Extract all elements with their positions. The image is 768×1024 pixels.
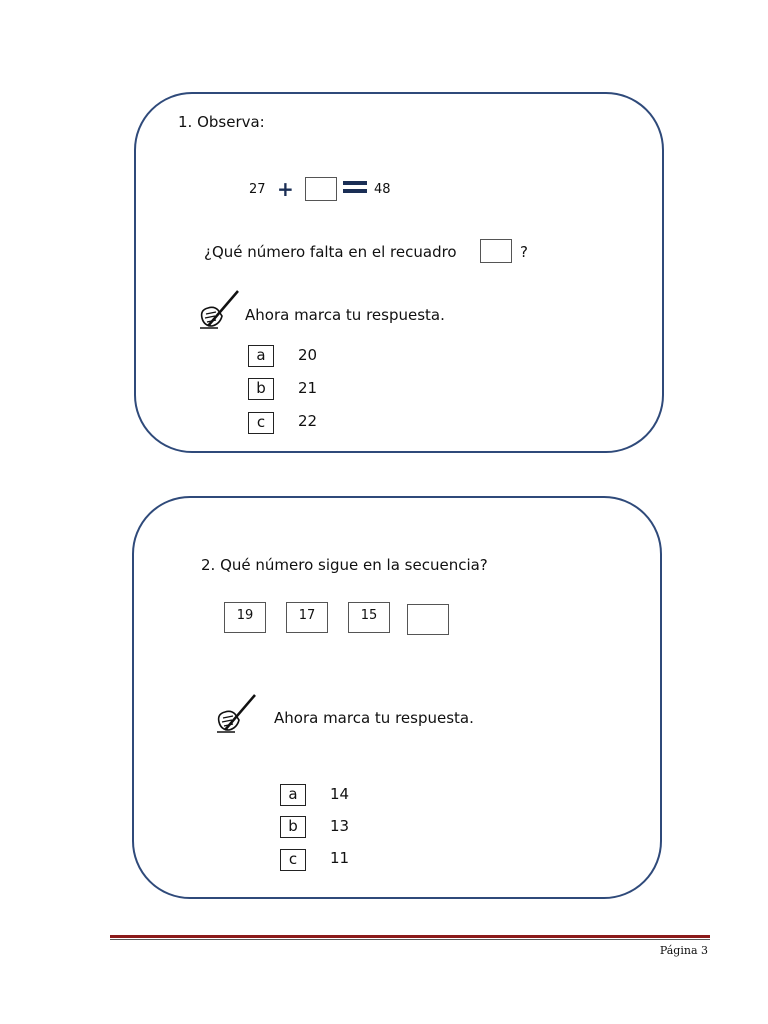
question-1-card xyxy=(134,92,664,453)
question-1-instruction: Ahora marca tu respuesta. xyxy=(245,306,445,324)
option-a-value: 14 xyxy=(330,785,350,803)
equation-result: 48 xyxy=(374,182,391,197)
option-b-box[interactable]: b xyxy=(280,816,306,838)
equation-left-operand: 27 xyxy=(249,182,266,197)
pencil-hand-icon xyxy=(215,692,261,736)
sequence-box-3: 15 xyxy=(348,602,390,633)
equation-blank-box[interactable] xyxy=(305,177,337,201)
equals-icon xyxy=(343,181,367,197)
option-b-value: 21 xyxy=(298,379,318,397)
question-1-text: ¿Qué número falta en el recuadro xyxy=(204,243,457,261)
question-blank-box xyxy=(480,239,512,263)
option-c-value: 22 xyxy=(298,412,318,430)
option-b-value: 13 xyxy=(330,817,350,835)
option-c-box[interactable]: c xyxy=(280,849,306,871)
footer-rule-secondary xyxy=(110,939,710,940)
question-2-instruction: Ahora marca tu respuesta. xyxy=(274,709,474,727)
pencil-hand-icon xyxy=(198,288,244,332)
footer-rule xyxy=(110,935,710,938)
option-a-box[interactable]: a xyxy=(280,784,306,806)
sequence-box-2: 17 xyxy=(286,602,328,633)
option-c-box[interactable]: c xyxy=(248,412,274,434)
option-a-value: 20 xyxy=(298,346,318,364)
question-mark: ? xyxy=(520,243,528,261)
question-1-title: 1. Observa: xyxy=(178,113,265,131)
question-2-title: 2. Qué número sigue en la secuencia? xyxy=(201,556,488,574)
sequence-blank-box[interactable] xyxy=(407,604,449,635)
plus-icon: + xyxy=(277,177,294,201)
sequence-box-1: 19 xyxy=(224,602,266,633)
option-c-value: 11 xyxy=(330,849,350,867)
option-a-box[interactable]: a xyxy=(248,345,274,367)
option-b-box[interactable]: b xyxy=(248,378,274,400)
page-number: Página 3 xyxy=(659,944,708,957)
